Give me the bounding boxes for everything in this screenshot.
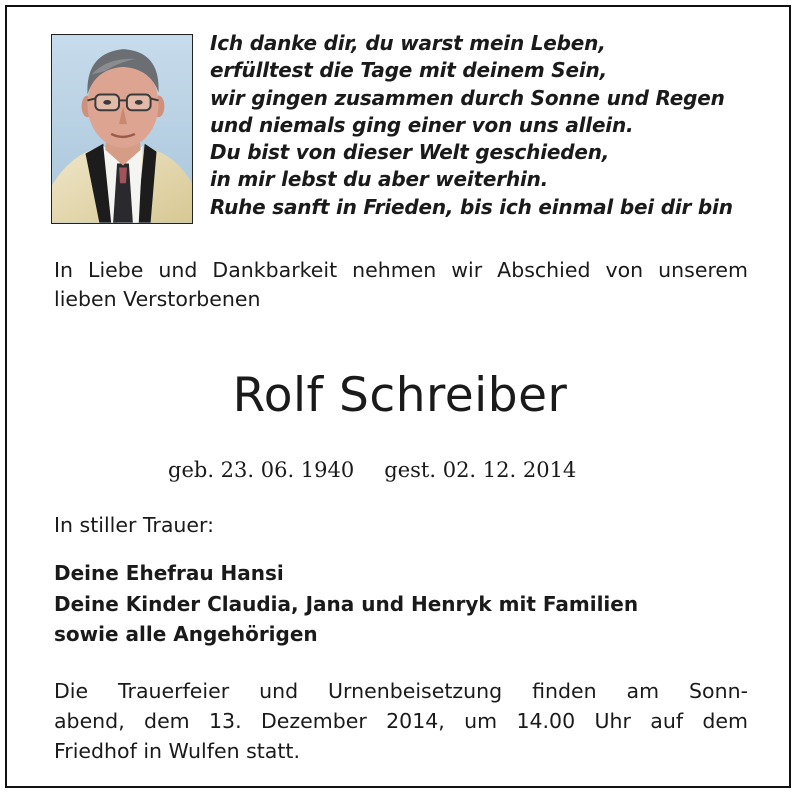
poem-line: Ruhe sanft in Frieden, bis ich einmal bei dir bin	[210, 194, 733, 219]
poem-line: Du bist von dieser Welt geschieden,	[210, 140, 610, 165]
service-line: Die Trauerfeier und Urnenbeisetzung finden am Sonn-	[54, 679, 748, 703]
farewell-intro: In Liebe und Dankbarkeit nehmen wir Abschied von unserem lieben Verstorbenen	[54, 258, 748, 311]
portrait-photo	[51, 34, 193, 224]
survivors-list	[54, 558, 638, 650]
poem-line: und niemals ging einer von uns allein.	[210, 112, 634, 137]
poem-line: erfülltest die Tage mit deinem Sein,	[210, 58, 607, 83]
poem-line: wir gingen zusammen durch Sonne und Regen	[210, 85, 725, 110]
deceased-name: Rolf Schreiber	[232, 368, 568, 423]
death-date: gest. 02. 12. 2014	[384, 458, 577, 482]
portrait-illustration	[52, 35, 192, 223]
life-dates	[168, 455, 638, 485]
service-line: abend, dem 13. Dezember 2014, um 14.00 Uhr auf dem	[54, 709, 748, 733]
survivor-line: Deine Kinder Claudia, Jana und Henryk mit Familien	[54, 591, 639, 616]
mourning-label: In stiller Trauer:	[54, 513, 214, 537]
poem-line: Ich danke dir, du warst mein Leben,	[210, 31, 606, 55]
service-line: Friedhof in Wulfen statt.	[54, 739, 300, 763]
service-details	[54, 676, 748, 766]
survivor-line: sowie alle Angehörigen	[54, 622, 318, 646]
poem	[210, 30, 770, 221]
survivor-line: Deine Ehefrau Hansi	[54, 561, 284, 585]
birth-date: geb. 23. 06. 1940	[168, 458, 355, 482]
poem-line: in mir lebst du aber weiterhin.	[210, 167, 549, 192]
